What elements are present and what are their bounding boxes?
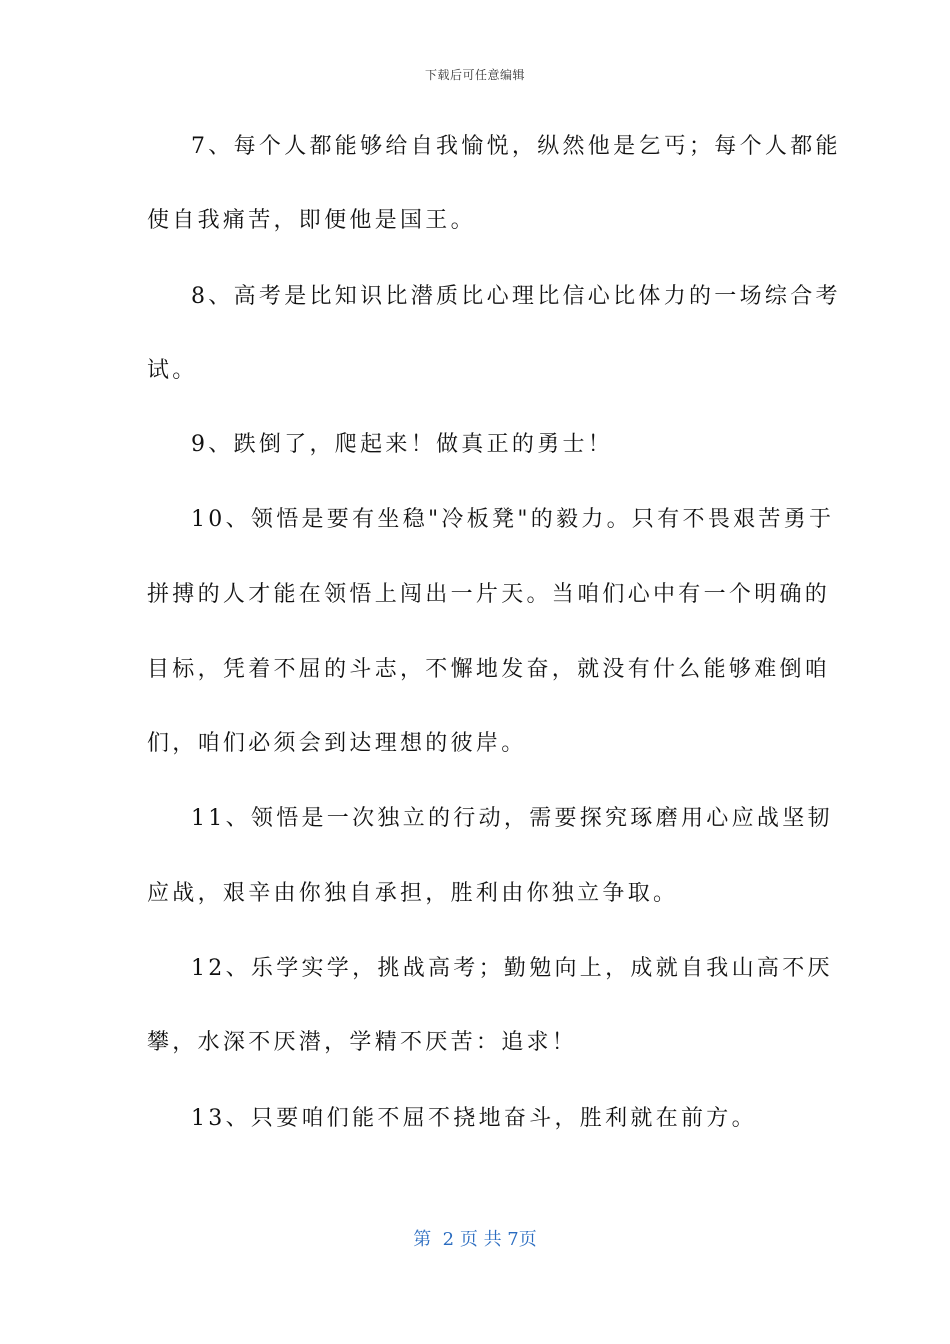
- text-line: 试。: [147, 358, 198, 383]
- page-number-footer: 第 2 页 共 7页: [413, 1229, 537, 1250]
- text-line: 10、领悟是要有坐稳"冷板凳"的毅力。只有不畏艰苦勇于: [191, 507, 835, 532]
- text-line: 13、只要咱们能不屈不挠地奋斗，胜利就在前方。: [191, 1106, 757, 1131]
- text-line: 应战，艰辛由你独自承担，胜利由你独立争取。: [147, 881, 679, 906]
- text-line: 拼搏的人才能在领悟上闯出一片天。当咱们心中有一个明确的: [147, 582, 831, 607]
- text-line: 11、领悟是一次独立的行动，需要探究琢磨用心应战坚韧: [191, 806, 833, 831]
- text-line: 们，咱们必须会到达理想的彼岸。: [147, 731, 527, 756]
- text-line: 攀，水深不厌潜，学精不厌苦：追求！: [147, 1030, 578, 1055]
- text-line: 目标，凭着不屈的斗志，不懈地发奋，就没有什么能够难倒咱: [147, 657, 831, 682]
- page-header: 下载后可任意编辑: [424, 68, 525, 82]
- text-line: 9、跌倒了，爬起来！做真正的勇士！: [191, 432, 614, 457]
- text-line: 12、乐学实学，挑战高考；勤勉向上，成就自我山高不厌: [191, 956, 833, 981]
- text-line: 使自我痛苦，即便他是国王。: [147, 208, 476, 233]
- text-line: 7、每个人都能够给自我愉悦，纵然他是乞丐；每个人都能: [191, 134, 841, 159]
- text-line: 8、高考是比知识比潜质比心理比信心比体力的一场综合考: [191, 284, 841, 309]
